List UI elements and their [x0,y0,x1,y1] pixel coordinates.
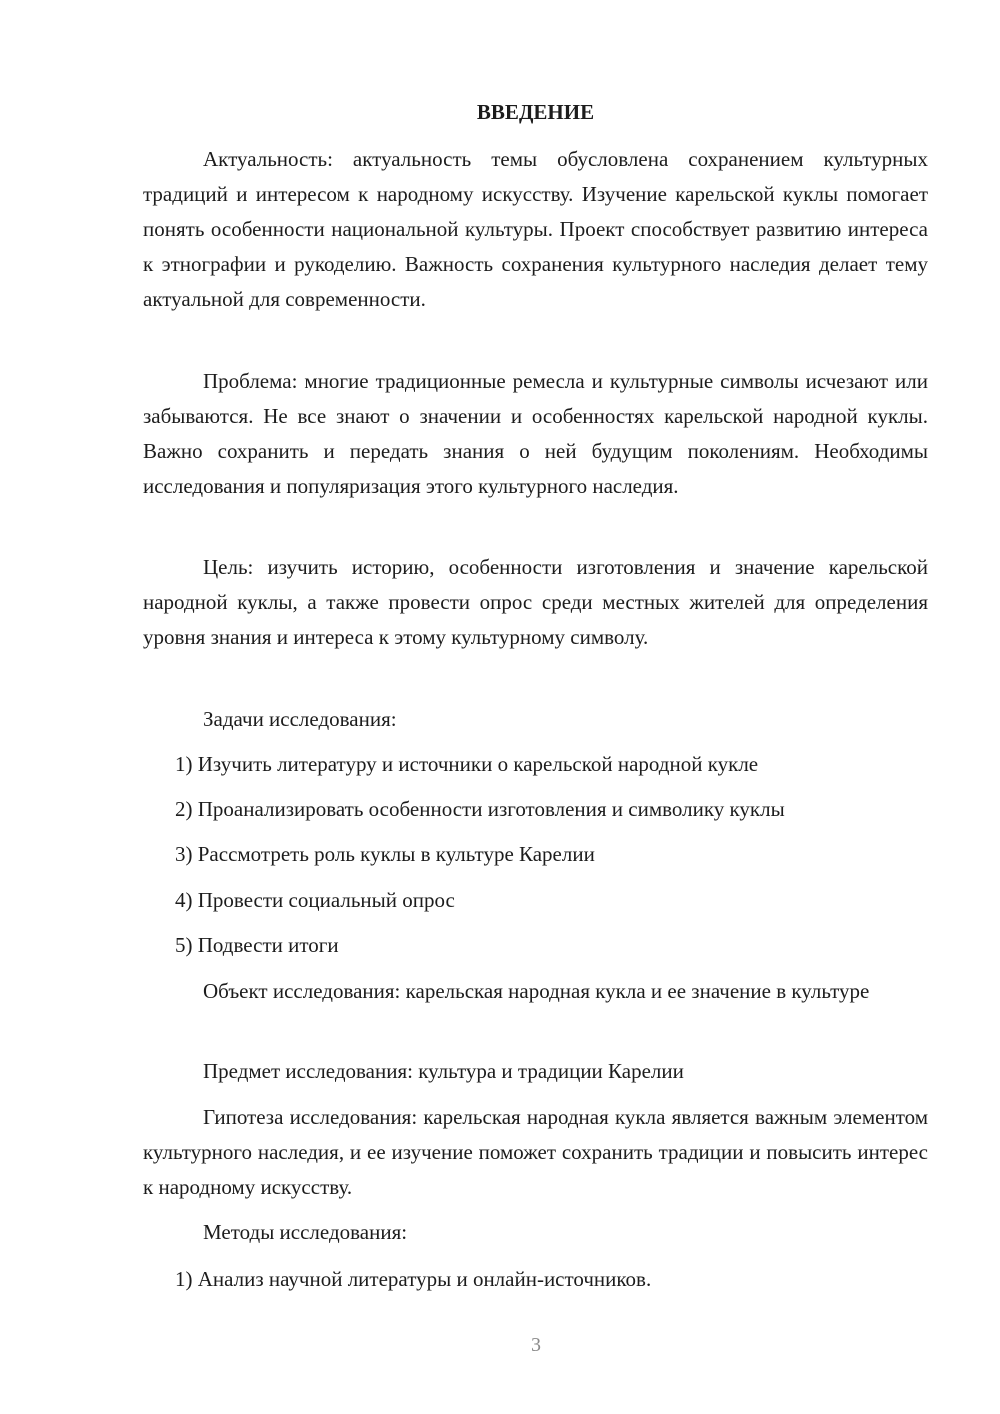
task-item: 4) Провести социальный опрос [175,888,455,912]
method-item: 1) Анализ научной литературы и онлайн-источников. [175,1267,652,1291]
problem-paragraph: Проблема: многие традиционные ремесла и культурные символы исчезают или забываются. Не все знают о значении и особенностях карельской народной куклы. Важно сохранить и передать знания о ней будущим поколениям. Необходимы исследования и популяризация этого культурного наследия. [143,369,928,498]
goal-paragraph: Цель: изучить историю, особенности изготовления и значение карельской народной куклы, а также провести опрос среди местных жителей для определения уровня знания и интереса к этому культурному символу. [143,555,928,649]
page-number: 3 [531,1334,541,1356]
task-item: 1) Изучить литературу и источники о карельской народной кукле [175,752,759,776]
tasks-heading: Задачи исследования: [203,707,397,731]
relevance-paragraph: Актуальность: актуальность темы обусловлена сохранением культурных традиций и интересом к народному искусству. Изучение карельской куклы помогает понять особенности национальной культуры. Проект способствует развитию интереса к этнографии и рукоделию. Важность сохранения культурного наследия делает тему актуальной для современности. [143,147,928,311]
task-item: 2) Проанализировать особенности изготовления и символику куклы [175,797,785,821]
task-item: 3) Рассмотреть роль куклы в культуре Карелии [175,842,595,866]
section-title: ВВЕДЕНИЕ [476,100,595,124]
hypothesis-paragraph: Гипотеза исследования: карельская народная кукла является важным элементом культурного наследия, и ее изучение поможет сохранить традиции и повысить интерес к народному искусству. [143,1105,928,1199]
object-paragraph: Объект исследования: карельская народная кукла и ее значение в культуре [203,979,870,1003]
task-item: 5) Подвести итоги [175,933,339,957]
subject-paragraph: Предмет исследования: культура и традиции Карелии [203,1059,684,1083]
methods-heading: Методы исследования: [203,1220,408,1244]
